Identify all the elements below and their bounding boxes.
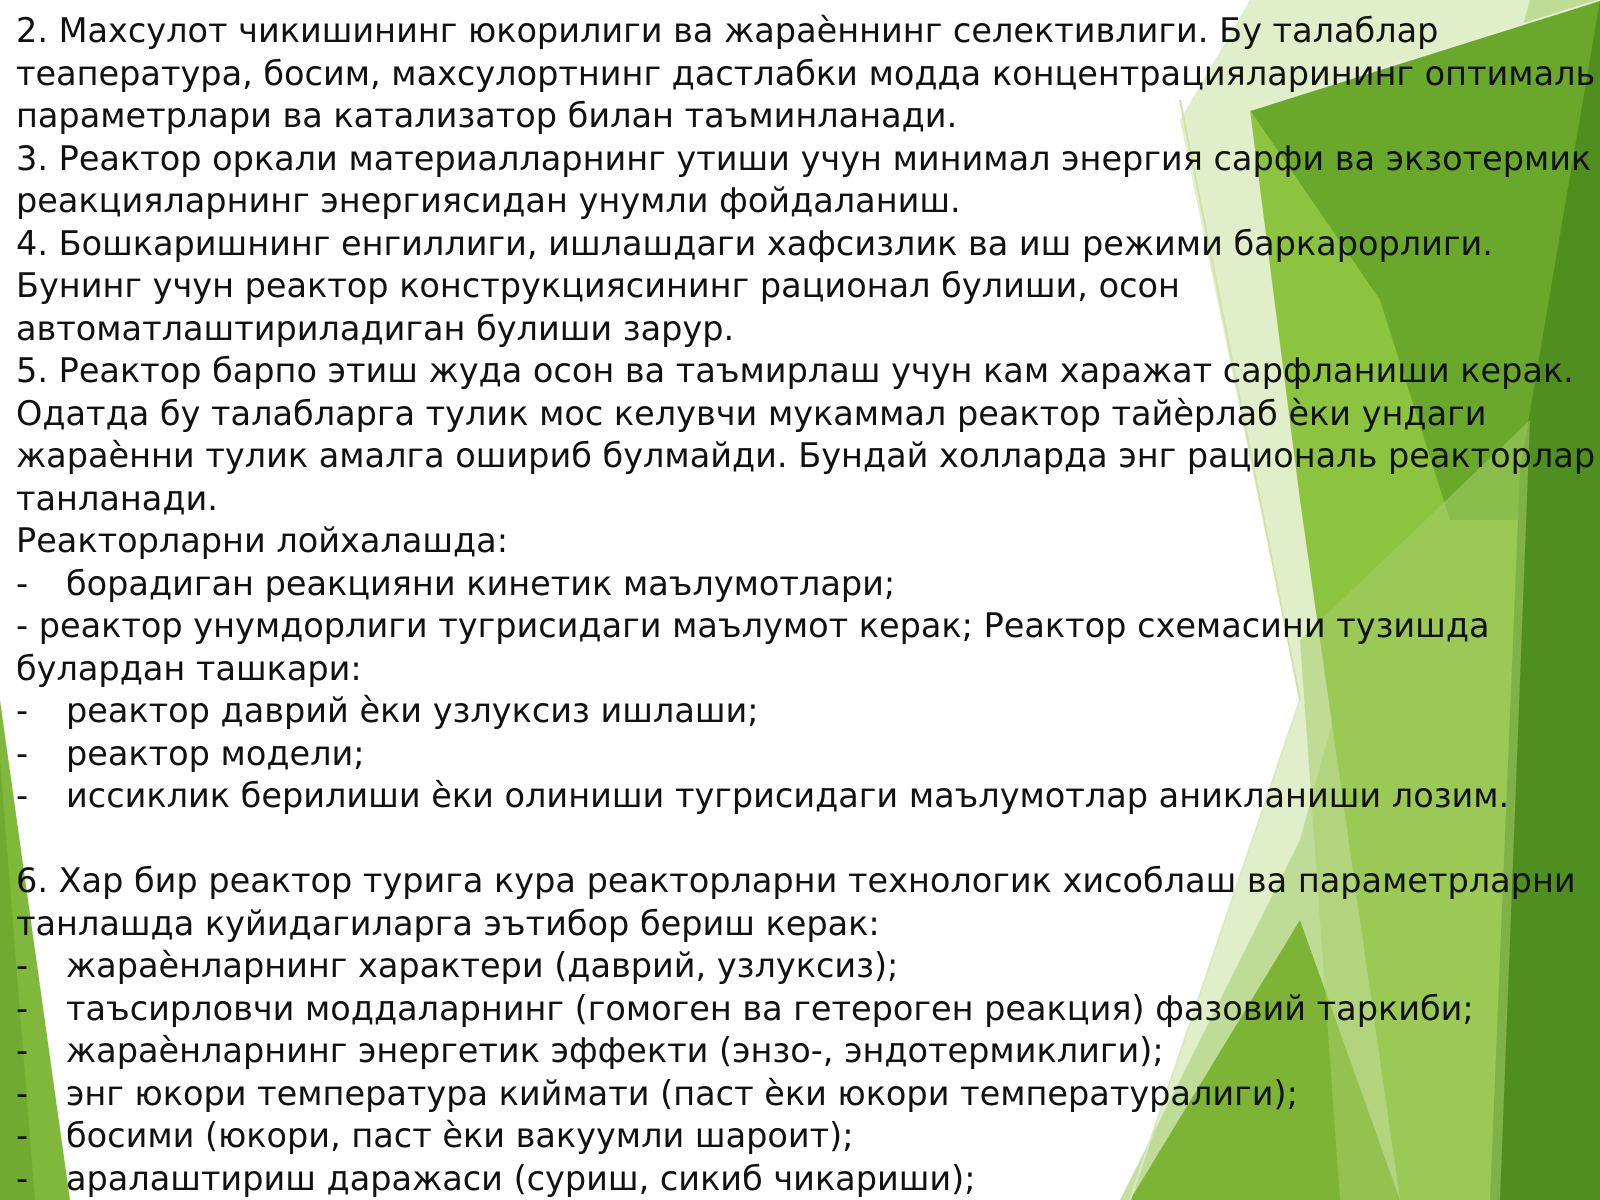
- design-bullet-2: [16, 690, 1596, 733]
- design-bullet-4: [16, 775, 1596, 818]
- p6-bullet-6: [16, 1158, 1596, 1200]
- paragraph-4-line-3: автоматлаштириладиган булиши зарур.: [16, 308, 735, 348]
- paragraph-2-line-1: 2. Махсулот чикишининг юкорилиги ва жараѐннинг селективлиги. Бу талаблар: [16, 11, 1439, 50]
- bullet-text: энг юкори температура киймати (паст ѐки юкори температуралиги);: [66, 1073, 1298, 1113]
- bullet-dash: -: [16, 946, 29, 985]
- bullet-text: иссиклик берилиши ѐки олиниши тугрисидаги маълумотлар аникланиши лозим.: [66, 776, 1510, 815]
- blank-line: [16, 818, 1596, 861]
- p6-bullet-3: [16, 1030, 1596, 1073]
- paragraph-3-line-1: 3. Реактор оркали материалларнинг утиши учун минимал энергия сарфи ва экзотермик: [16, 138, 1592, 178]
- paragraph-4-line-2: Бунинг учун реактор конструкциясининг рационал булиши, осон: [16, 266, 1180, 305]
- paragraph-5-line-2: Одатда бу талабларга тулик мос келувчи мукаммал реактор тайѐрлаб ѐки ундаги: [16, 393, 1487, 433]
- bullet-dash: -: [16, 776, 29, 815]
- design-intro: Реакторларни лойхалашда:: [16, 521, 508, 560]
- paragraph-4-line-1: 4. Бошкаришнинг енгиллиги, ишлашдаги хафсизлик ва иш режими баркарорлиги.: [16, 223, 1493, 263]
- bullet-text: жараѐнларнинг характери (даврий, узлуксиз);: [66, 946, 899, 985]
- paragraph-2-line-3: параметрлари ва катализатор билан таъминланади.: [16, 96, 958, 135]
- bullet-dash: -: [16, 733, 29, 773]
- bullet-dash: -: [16, 1031, 29, 1070]
- paragraph-6-line-2: танлашда куйидагиларга эътибор бериш керак:: [16, 903, 880, 943]
- bullet-text: реактор модели;: [66, 733, 365, 773]
- bullet-text: таъсирловчи моддаларнинг (гомоген ва гетероген реакция) фазовий таркиби;: [66, 988, 1474, 1028]
- bullet-dash: -: [16, 691, 29, 730]
- design-bullet-3: [16, 733, 1596, 776]
- bullet-text: аралаштириш даражаси (суриш, сикиб чикариши);: [66, 1158, 976, 1198]
- design-line-2-2: булардан ташкари:: [16, 648, 362, 688]
- design-bullet-1: [16, 563, 1596, 606]
- paragraph-3-line-2: реакцияларнинг энергиясидан унумли фойдаланиш.: [16, 181, 961, 220]
- bullet-dash: -: [16, 988, 29, 1028]
- paragraph-5-line-3: жараѐнни тулик амалга ошириб булмайди. Бундай холларда энг рациональ реакторлар: [16, 436, 1596, 475]
- p6-bullet-1: [16, 945, 1596, 988]
- document-text: [16, 10, 1596, 1200]
- p6-bullet-2: [16, 988, 1596, 1031]
- bullet-dash: -: [16, 1158, 29, 1198]
- paragraph-5-line-4: танланади.: [16, 478, 218, 518]
- bullet-text: реактор даврий ѐки узлуксиз ишлаши;: [66, 691, 759, 730]
- bullet-text: босими (юкори, паст ѐки вакуумли шароит);: [66, 1116, 854, 1155]
- design-line-2-1: - реактор унумдорлиги тугрисидаги маълумот керак; Реактор схемасини тузишда: [16, 606, 1490, 645]
- p6-bullet-5: [16, 1115, 1596, 1158]
- paragraph-2-line-2: теапература, босим, махсулортнинг дастлабки модда концентрацияларининг оптималь: [16, 53, 1596, 93]
- p6-bullet-4: [16, 1073, 1596, 1116]
- bullet-dash: -: [16, 1116, 29, 1155]
- paragraph-6-line-1: 6. Хар бир реактор турига кура реакторларни технологик хисоблаш ва параметрларни: [16, 861, 1576, 900]
- bullet-text: борадиган реакцияни кинетик маълумотлари;: [66, 563, 896, 603]
- bullet-dash: -: [16, 563, 29, 603]
- paragraph-5-line-1: 5. Реактор барпо этиш жуда осон ва таъмирлаш учун кам харажат сарфланиши керак.: [16, 351, 1574, 390]
- bullet-dash: -: [16, 1073, 29, 1113]
- bullet-text: жараѐнларнинг энергетик эффекти (энзо-, эндотермиклиги);: [66, 1031, 1164, 1070]
